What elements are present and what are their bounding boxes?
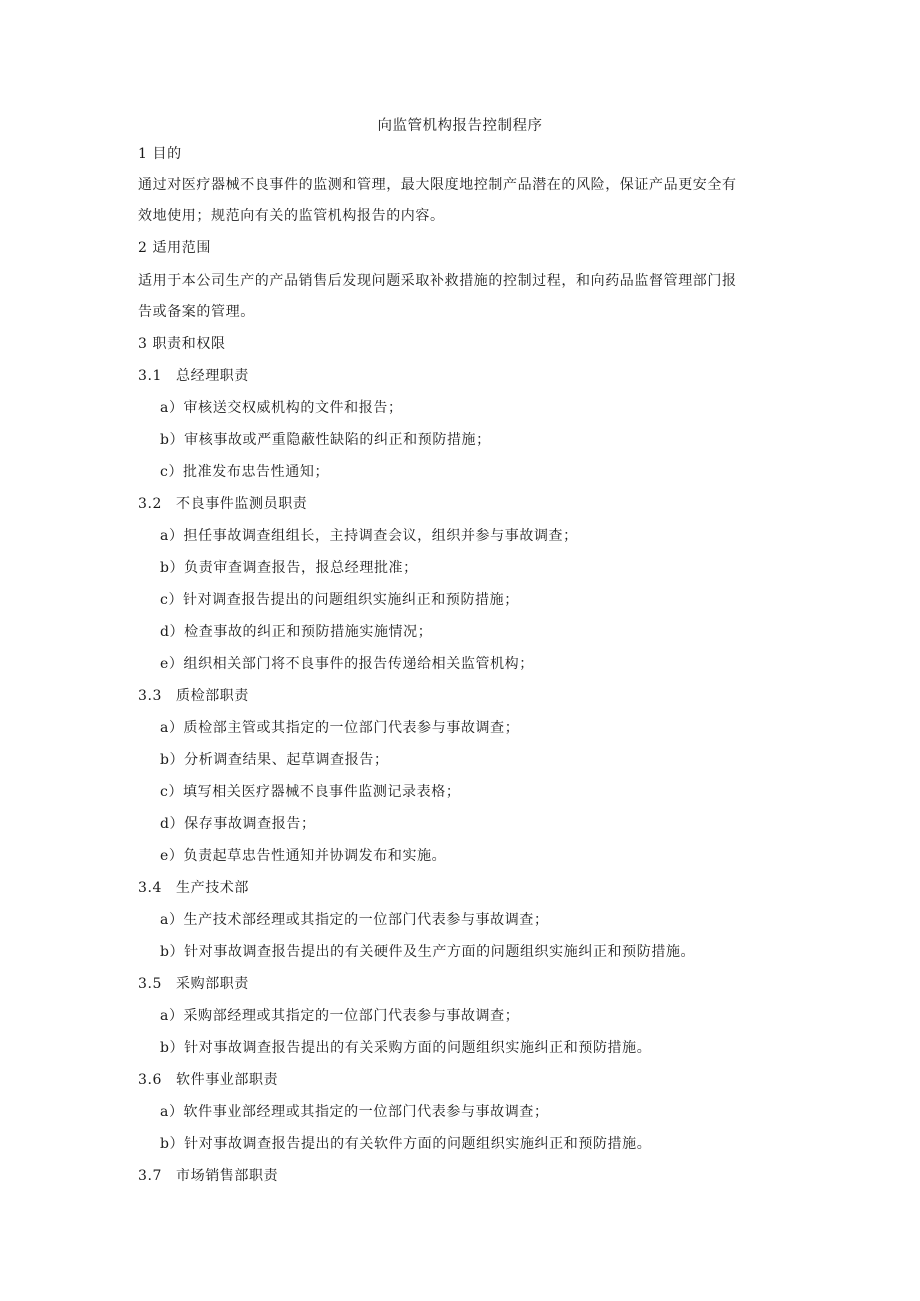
subsection-3-5-heading — [138, 974, 249, 994]
list-item: b）针对事故调查报告提出的有关软件方面的问题组织实施纠正和预防措施。 — [160, 1136, 652, 1152]
list-item: d）检查事故的纠正和预防措施实施情况； — [160, 624, 433, 640]
list-item: c）填写相关医疗器械不良事件监测记录表格； — [160, 784, 461, 800]
list-item: b）针对事故调查报告提出的有关采购方面的问题组织实施纠正和预防措施。 — [160, 1040, 652, 1056]
subsection-label: 质检部职责 — [176, 688, 249, 704]
subsection-3-1-heading — [138, 366, 249, 386]
subsection-number: 3.4 — [138, 880, 163, 896]
subsection-label: 生产技术部 — [176, 880, 249, 896]
section-2-paragraph-line-1: 适用于本公司生产的产品销售后发现问题采取补救措施的控制过程，和向药品监督管理部门报 — [138, 273, 737, 289]
list-item: e）组织相关部门将不良事件的报告传递给相关监管机构； — [160, 656, 534, 672]
subsection-number: 3.1 — [138, 368, 163, 384]
subsection-label: 总经理职责 — [176, 368, 249, 384]
list-item: b）负责审查调查报告，报总经理批准； — [160, 560, 418, 576]
list-item: a）审核送交权威机构的文件和报告； — [160, 400, 403, 416]
list-item: a）软件事业部经理或其指定的一位部门代表参与事故调查； — [160, 1104, 549, 1120]
section-1-paragraph-line-1: 通过对医疗器械不良事件的监测和管理，最大限度地控制产品潜在的风险，保证产品更安全有 — [138, 177, 737, 193]
document-title: 向监管机构报告控制程序 — [377, 118, 543, 134]
list-item: a）采购部经理或其指定的一位部门代表参与事故调查； — [160, 1008, 520, 1024]
subsection-number: 3.5 — [138, 976, 163, 992]
subsection-label: 市场销售部职责 — [176, 1168, 279, 1184]
list-item: c）批准发布忠告性通知； — [160, 464, 330, 480]
list-item: b）分析调查结果、起草调查报告； — [160, 752, 389, 768]
subsection-number: 3.6 — [138, 1072, 163, 1088]
subsection-3-3-heading — [138, 686, 249, 706]
list-item: c）针对调查报告提出的问题组织实施纠正和预防措施； — [160, 592, 519, 608]
list-item: a）担任事故调查组组长，主持调查会议，组织并参与事故调查； — [160, 528, 578, 544]
subsection-label: 软件事业部职责 — [176, 1072, 279, 1088]
subsection-3-4-heading — [138, 878, 249, 898]
section-2-paragraph-line-2: 告或备案的管理。 — [138, 304, 255, 320]
subsection-3-6-heading — [138, 1070, 278, 1090]
subsection-3-2-heading — [138, 494, 307, 514]
subsection-number: 3.7 — [138, 1168, 163, 1184]
section-2-heading: 2 适用范围 — [138, 240, 211, 256]
list-item: b）审核事故或严重隐蔽性缺陷的纠正和预防措施； — [160, 432, 491, 448]
subsection-label: 不良事件监测员职责 — [176, 496, 308, 512]
subsection-number: 3.2 — [138, 496, 163, 512]
list-item: a）生产技术部经理或其指定的一位部门代表参与事故调查； — [160, 912, 549, 928]
subsection-number: 3.3 — [138, 688, 163, 704]
subsection-label: 采购部职责 — [176, 976, 249, 992]
section-1-paragraph-line-2: 效地使用；规范向有关的监管机构报告的内容。 — [138, 208, 445, 224]
subsection-3-7-heading — [138, 1166, 278, 1186]
list-item: b）针对事故调查报告提出的有关硬件及生产方面的问题组织实施纠正和预防措施。 — [160, 944, 696, 960]
list-item: a）质检部主管或其指定的一位部门代表参与事故调查； — [160, 720, 520, 736]
list-item: d）保存事故调查报告； — [160, 816, 316, 832]
section-1-heading: 1 目的 — [138, 146, 182, 162]
section-3-heading: 3 职责和权限 — [138, 336, 226, 352]
list-item: e）负责起草忠告性通知并协调发布和实施。 — [160, 848, 447, 864]
